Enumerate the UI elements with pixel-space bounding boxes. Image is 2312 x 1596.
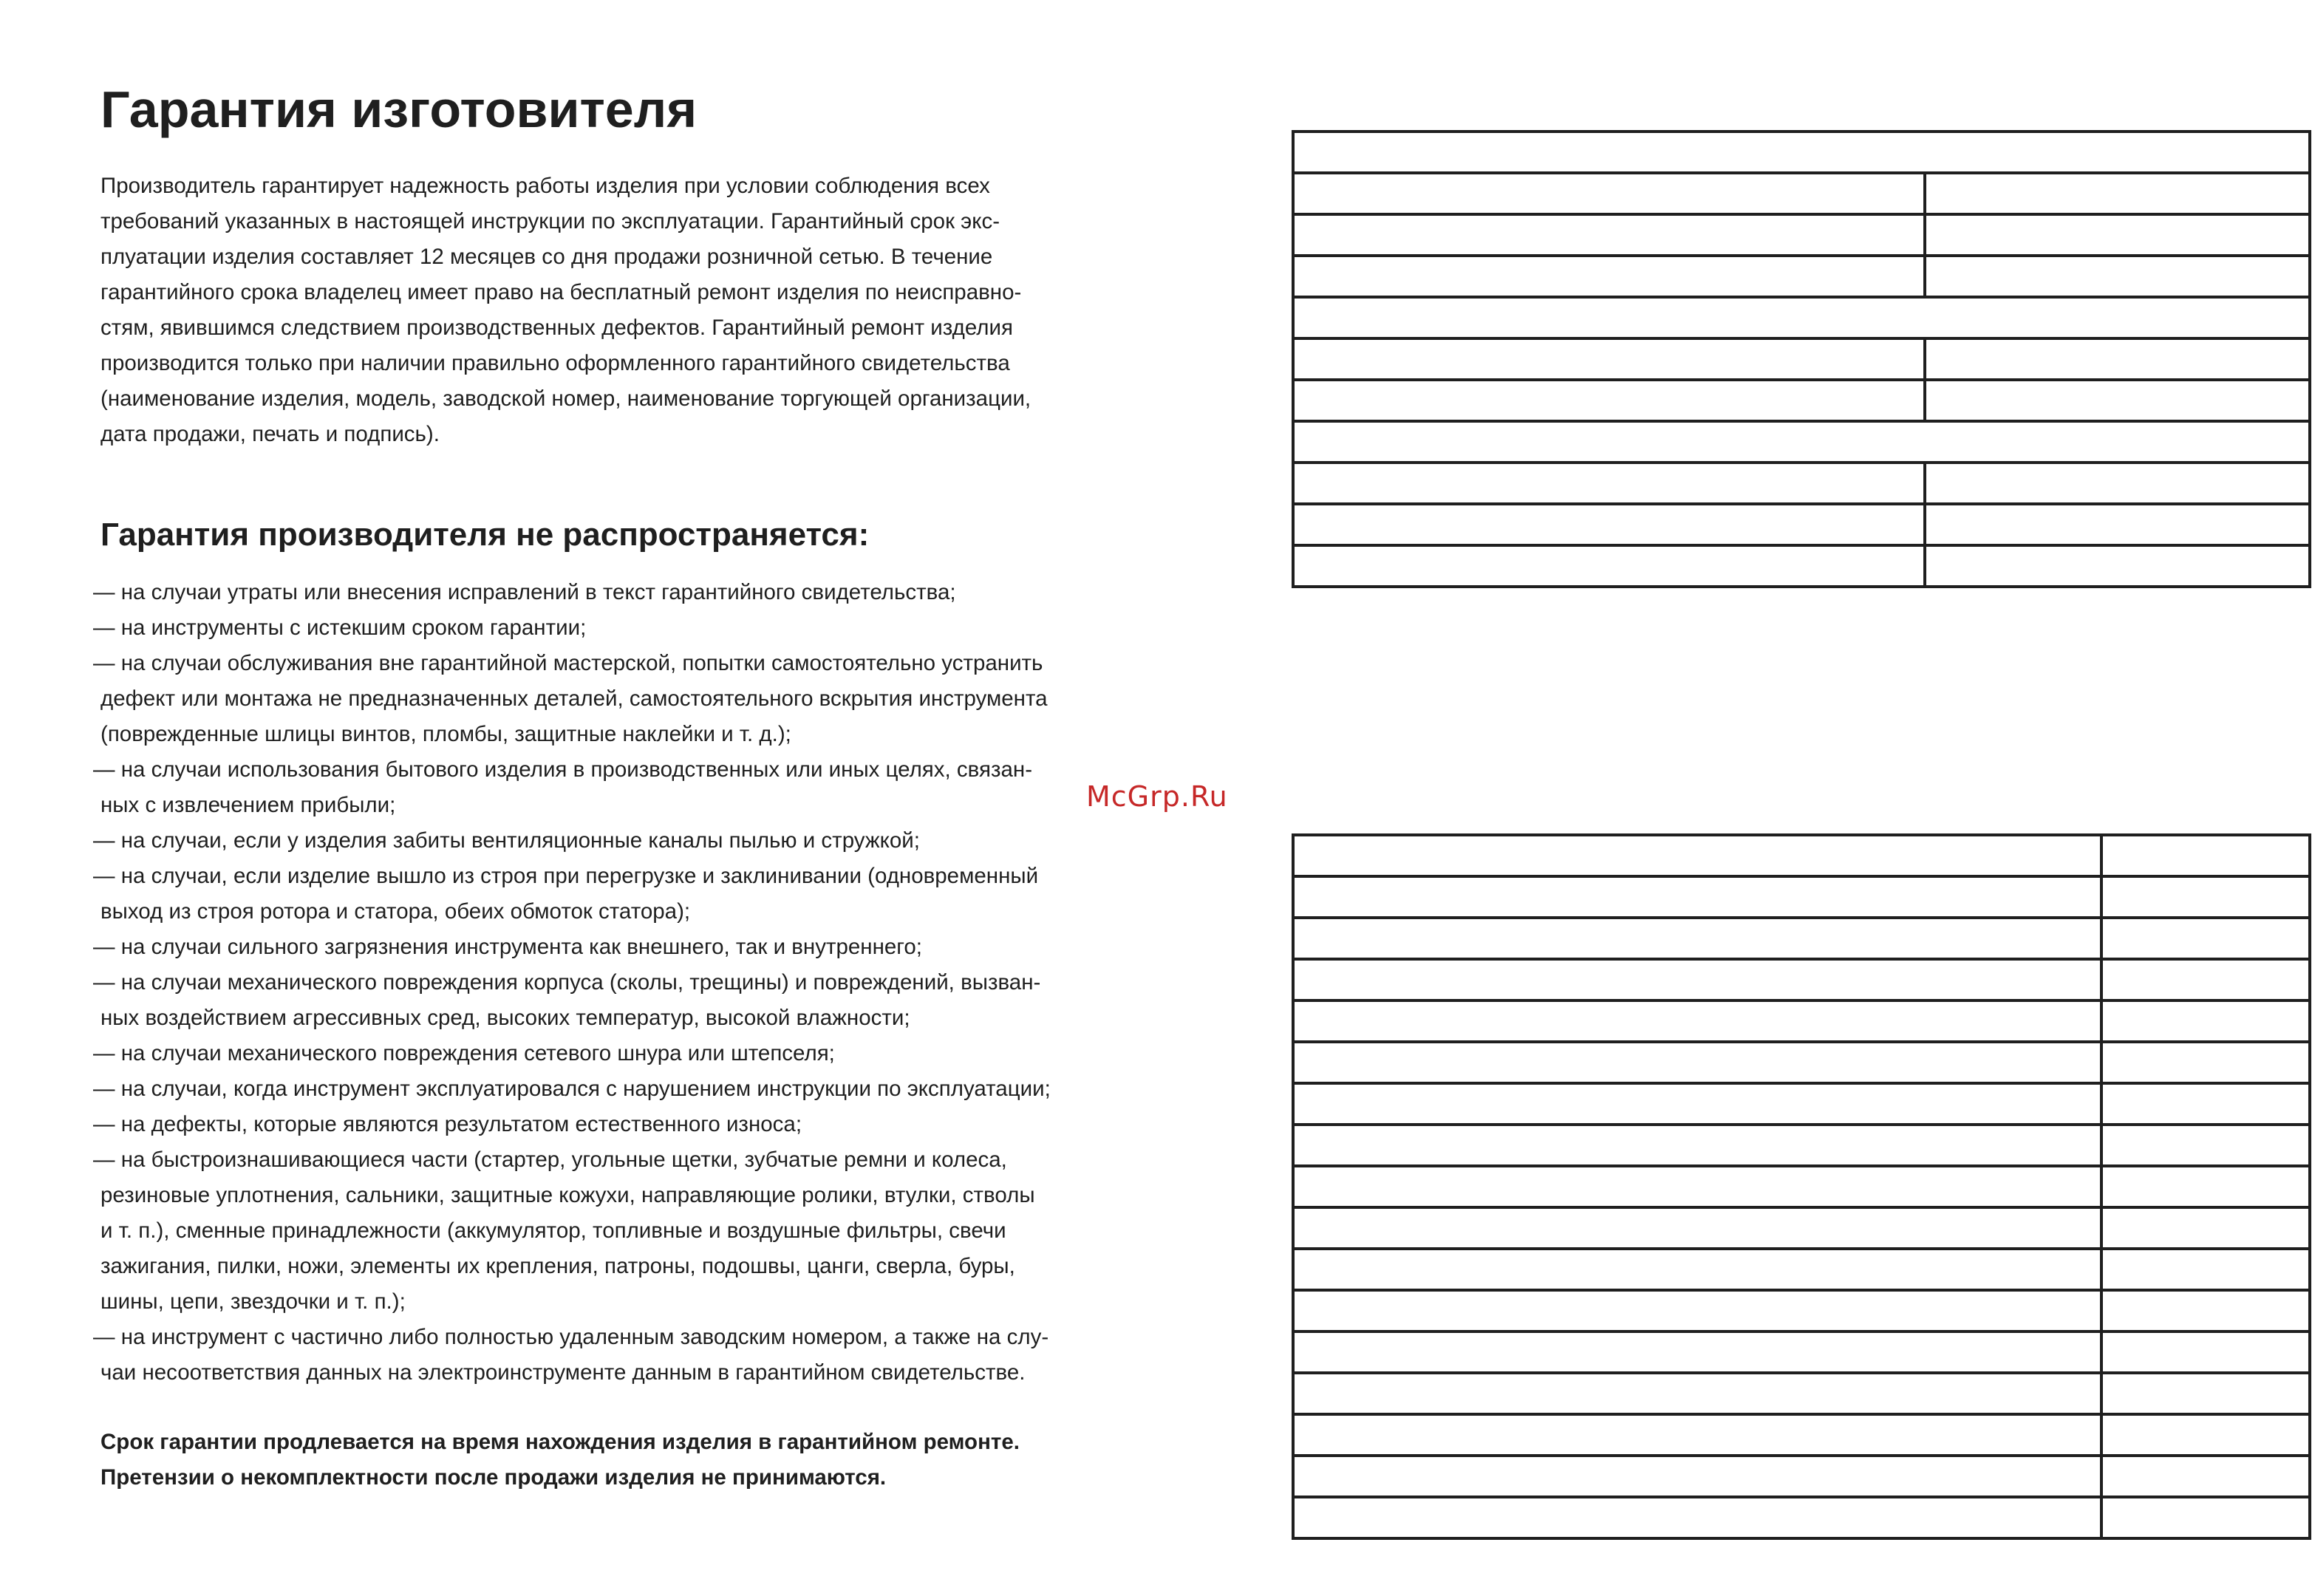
form-cell[interactable] [1293,918,2101,959]
table-row [1293,1373,2310,1414]
intro-line: дата продажи, печать и подпись). [100,422,440,446]
form-cell[interactable] [1293,1083,2101,1125]
form-cell[interactable] [2101,1000,2310,1042]
closing-note [100,1425,1020,1496]
exclusion-line: — на случаи использования бытового изделия в производственных или иных целях, связан- [93,757,1033,782]
exclusion-line: — на случаи механического повреждения сетевого шнура или штепселя; [93,1041,835,1065]
table-row [1293,132,2310,173]
closing-line: Претензии о некомплектности после продажи изделия не принимаются. [100,1465,887,1490]
exclusion-line: — на случаи обслуживания вне гарантийной мастерской, попытки самостоятельно устранить [93,651,1043,675]
form-cell[interactable] [1925,173,2310,214]
table-row [1293,1125,2310,1166]
exclusion-line: — на случаи, когда инструмент эксплуатировался с нарушением инструкции по эксплуатации; [93,1077,1051,1101]
watermark: McGrp.Ru [1086,780,1228,813]
form-cell[interactable] [1293,380,1925,421]
form-cell[interactable] [2101,1249,2310,1290]
exclusion-line: (поврежденные шлицы винтов, пломбы, защитные наклейки и т. д.); [100,722,791,746]
form-cell[interactable] [1293,173,1925,214]
exclusion-line: чаи несоответствия данных на электроинструменте данным в гарантийном свидетельстве. [100,1360,1026,1385]
exclusion-line: выход из строя ротора и статора, обеих обмоток статора); [100,899,691,924]
form-cell[interactable] [2101,959,2310,1000]
form-cell[interactable] [1293,504,1925,545]
table-row [1293,1290,2310,1331]
table-row [1293,1042,2310,1083]
form-cell[interactable] [1925,338,2310,380]
intro-line: (наименование изделия, модель, заводской номер, наименование торгующей организации, [100,386,1031,411]
exclusion-line: — на случаи утраты или внесения исправлений в текст гарантийного свидетельства; [93,580,956,604]
form-cell[interactable] [1925,214,2310,256]
exclusion-line: — на случаи, если у изделия забиты вентиляционные каналы пылью и стружкой; [93,828,920,853]
form-cell[interactable] [1293,876,2101,918]
warranty-form-table [1292,130,2311,588]
form-cell[interactable] [2101,1125,2310,1166]
form-cell[interactable] [1293,421,2310,463]
form-cell[interactable] [1293,1290,2101,1331]
table-row [1293,1083,2310,1125]
form-cell[interactable] [1293,545,1925,587]
form-cell[interactable] [1293,214,1925,256]
form-cell[interactable] [2101,1290,2310,1331]
form-cell[interactable] [2101,1207,2310,1249]
table-row [1293,959,2310,1000]
exclusions-list [93,575,1142,1391]
intro-line: требований указанных в настоящей инструкции по эксплуатации. Гарантийный срок экс- [100,209,1000,233]
exclusion-line: шины, цепи, звездочки и т. п.); [100,1289,406,1314]
table-row [1293,835,2310,876]
table-row [1293,545,2310,587]
form-cell[interactable] [1293,1125,2101,1166]
form-cell[interactable] [2101,1497,2310,1538]
form-cell[interactable] [1293,338,1925,380]
form-cell[interactable] [1293,1456,2101,1497]
form-cell[interactable] [1293,463,1925,504]
table-row [1293,1456,2310,1497]
repair-log-table [1292,833,2311,1540]
form-cell[interactable] [2101,1373,2310,1414]
closing-line: Срок гарантии продлевается на время нахождения изделия в гарантийном ремонте. [100,1430,1020,1454]
form-cell[interactable] [1925,463,2310,504]
intro-line: гарантийного срока владелец имеет право на бесплатный ремонт изделия по неисправно- [100,280,1022,304]
form-cell[interactable] [1293,1042,2101,1083]
form-cell[interactable] [1293,1249,2101,1290]
exclusion-line: — на инструмент с частично либо полностью удаленным заводским номером, а также на слу- [93,1325,1049,1349]
form-cell[interactable] [1293,297,2310,338]
exclusion-line: и т. п.), сменные принадлежности (аккумулятор, топливные и воздушные фильтры, свечи [100,1218,1006,1243]
form-cell[interactable] [2101,1042,2310,1083]
exclusion-line: дефект или монтажа не предназначенных деталей, самостоятельного вскрытия инструмента [100,686,1048,711]
table-row [1293,1000,2310,1042]
form-cell[interactable] [2101,1083,2310,1125]
form-cell[interactable] [1925,380,2310,421]
form-cell[interactable] [2101,918,2310,959]
form-cell[interactable] [1293,132,2310,173]
table-row [1293,918,2310,959]
form-cell[interactable] [1925,504,2310,545]
intro-line: плуатации изделия составляет 12 месяцев со дня продажи розничной сетью. В течение [100,245,993,269]
table-row [1293,214,2310,256]
form-cell[interactable] [2101,1414,2310,1456]
form-cell[interactable] [1925,545,2310,587]
table-row [1293,1414,2310,1456]
exclusion-line: ных с извлечением прибыли; [100,793,396,817]
exclusion-line: — на случаи сильного загрязнения инструмента как внешнего, так и внутреннего; [93,935,922,959]
table-row [1293,256,2310,297]
exclusions-heading: Гарантия производителя не распространяется: [100,516,870,553]
form-cell[interactable] [1293,1207,2101,1249]
form-cell[interactable] [1293,1166,2101,1207]
exclusion-line: — на случаи, если изделие вышло из строя при перегрузке и заклинивании (одновременный [93,864,1039,888]
exclusion-line: — на быстроизнашивающиеся части (стартер, угольные щетки, зубчатые ремни и колеса, [93,1147,1007,1172]
table-row [1293,380,2310,421]
form-cell[interactable] [1293,1373,2101,1414]
table-row [1293,1207,2310,1249]
page-title: Гарантия изготовителя [100,81,698,138]
intro-paragraph [100,168,1128,452]
form-cell[interactable] [1925,256,2310,297]
exclusion-line: — на дефекты, которые являются результатом естественного износа; [93,1112,802,1136]
table-row [1293,297,2310,338]
form-cell[interactable] [1293,1414,2101,1456]
exclusion-line: зажигания, пилки, ножи, элементы их крепления, патроны, подошвы, цанги, сверла, буры, [100,1254,1015,1278]
table-row [1293,173,2310,214]
table-row [1293,463,2310,504]
table-row [1293,1166,2310,1207]
form-cell[interactable] [1293,1331,2101,1373]
form-cell[interactable] [2101,1166,2310,1207]
form-cell[interactable] [1293,1497,2101,1538]
table-row [1293,338,2310,380]
form-cell[interactable] [2101,876,2310,918]
table-row [1293,1249,2310,1290]
form-cell[interactable] [2101,1331,2310,1373]
table-row [1293,421,2310,463]
table-row [1293,1497,2310,1538]
exclusion-line: резиновые уплотнения, сальники, защитные кожухи, направляющие ролики, втулки, стволы [100,1183,1035,1207]
form-cell[interactable] [1293,835,2101,876]
form-cell[interactable] [2101,835,2310,876]
exclusion-line: — на случаи механического повреждения корпуса (сколы, трещины) и повреждений, вызван- [93,970,1041,995]
intro-line: производится только при наличии правильно оформленного гарантийного свидетельства [100,351,1010,375]
table-row [1293,1331,2310,1373]
intro-line: Производитель гарантирует надежность работы изделия при условии соблюдения всех [100,174,990,198]
table-row [1293,876,2310,918]
form-cell[interactable] [1293,959,2101,1000]
table-row [1293,504,2310,545]
form-cell[interactable] [2101,1456,2310,1497]
exclusion-line: — на инструменты с истекшим сроком гарантии; [93,615,587,640]
form-cell[interactable] [1293,1000,2101,1042]
exclusion-line: ных воздействием агрессивных сред, высоких температур, высокой влажности; [100,1006,910,1030]
form-cell[interactable] [1293,256,1925,297]
intro-line: стям, явившимся следствием производственных дефектов. Гарантийный ремонт изделия [100,316,1013,340]
